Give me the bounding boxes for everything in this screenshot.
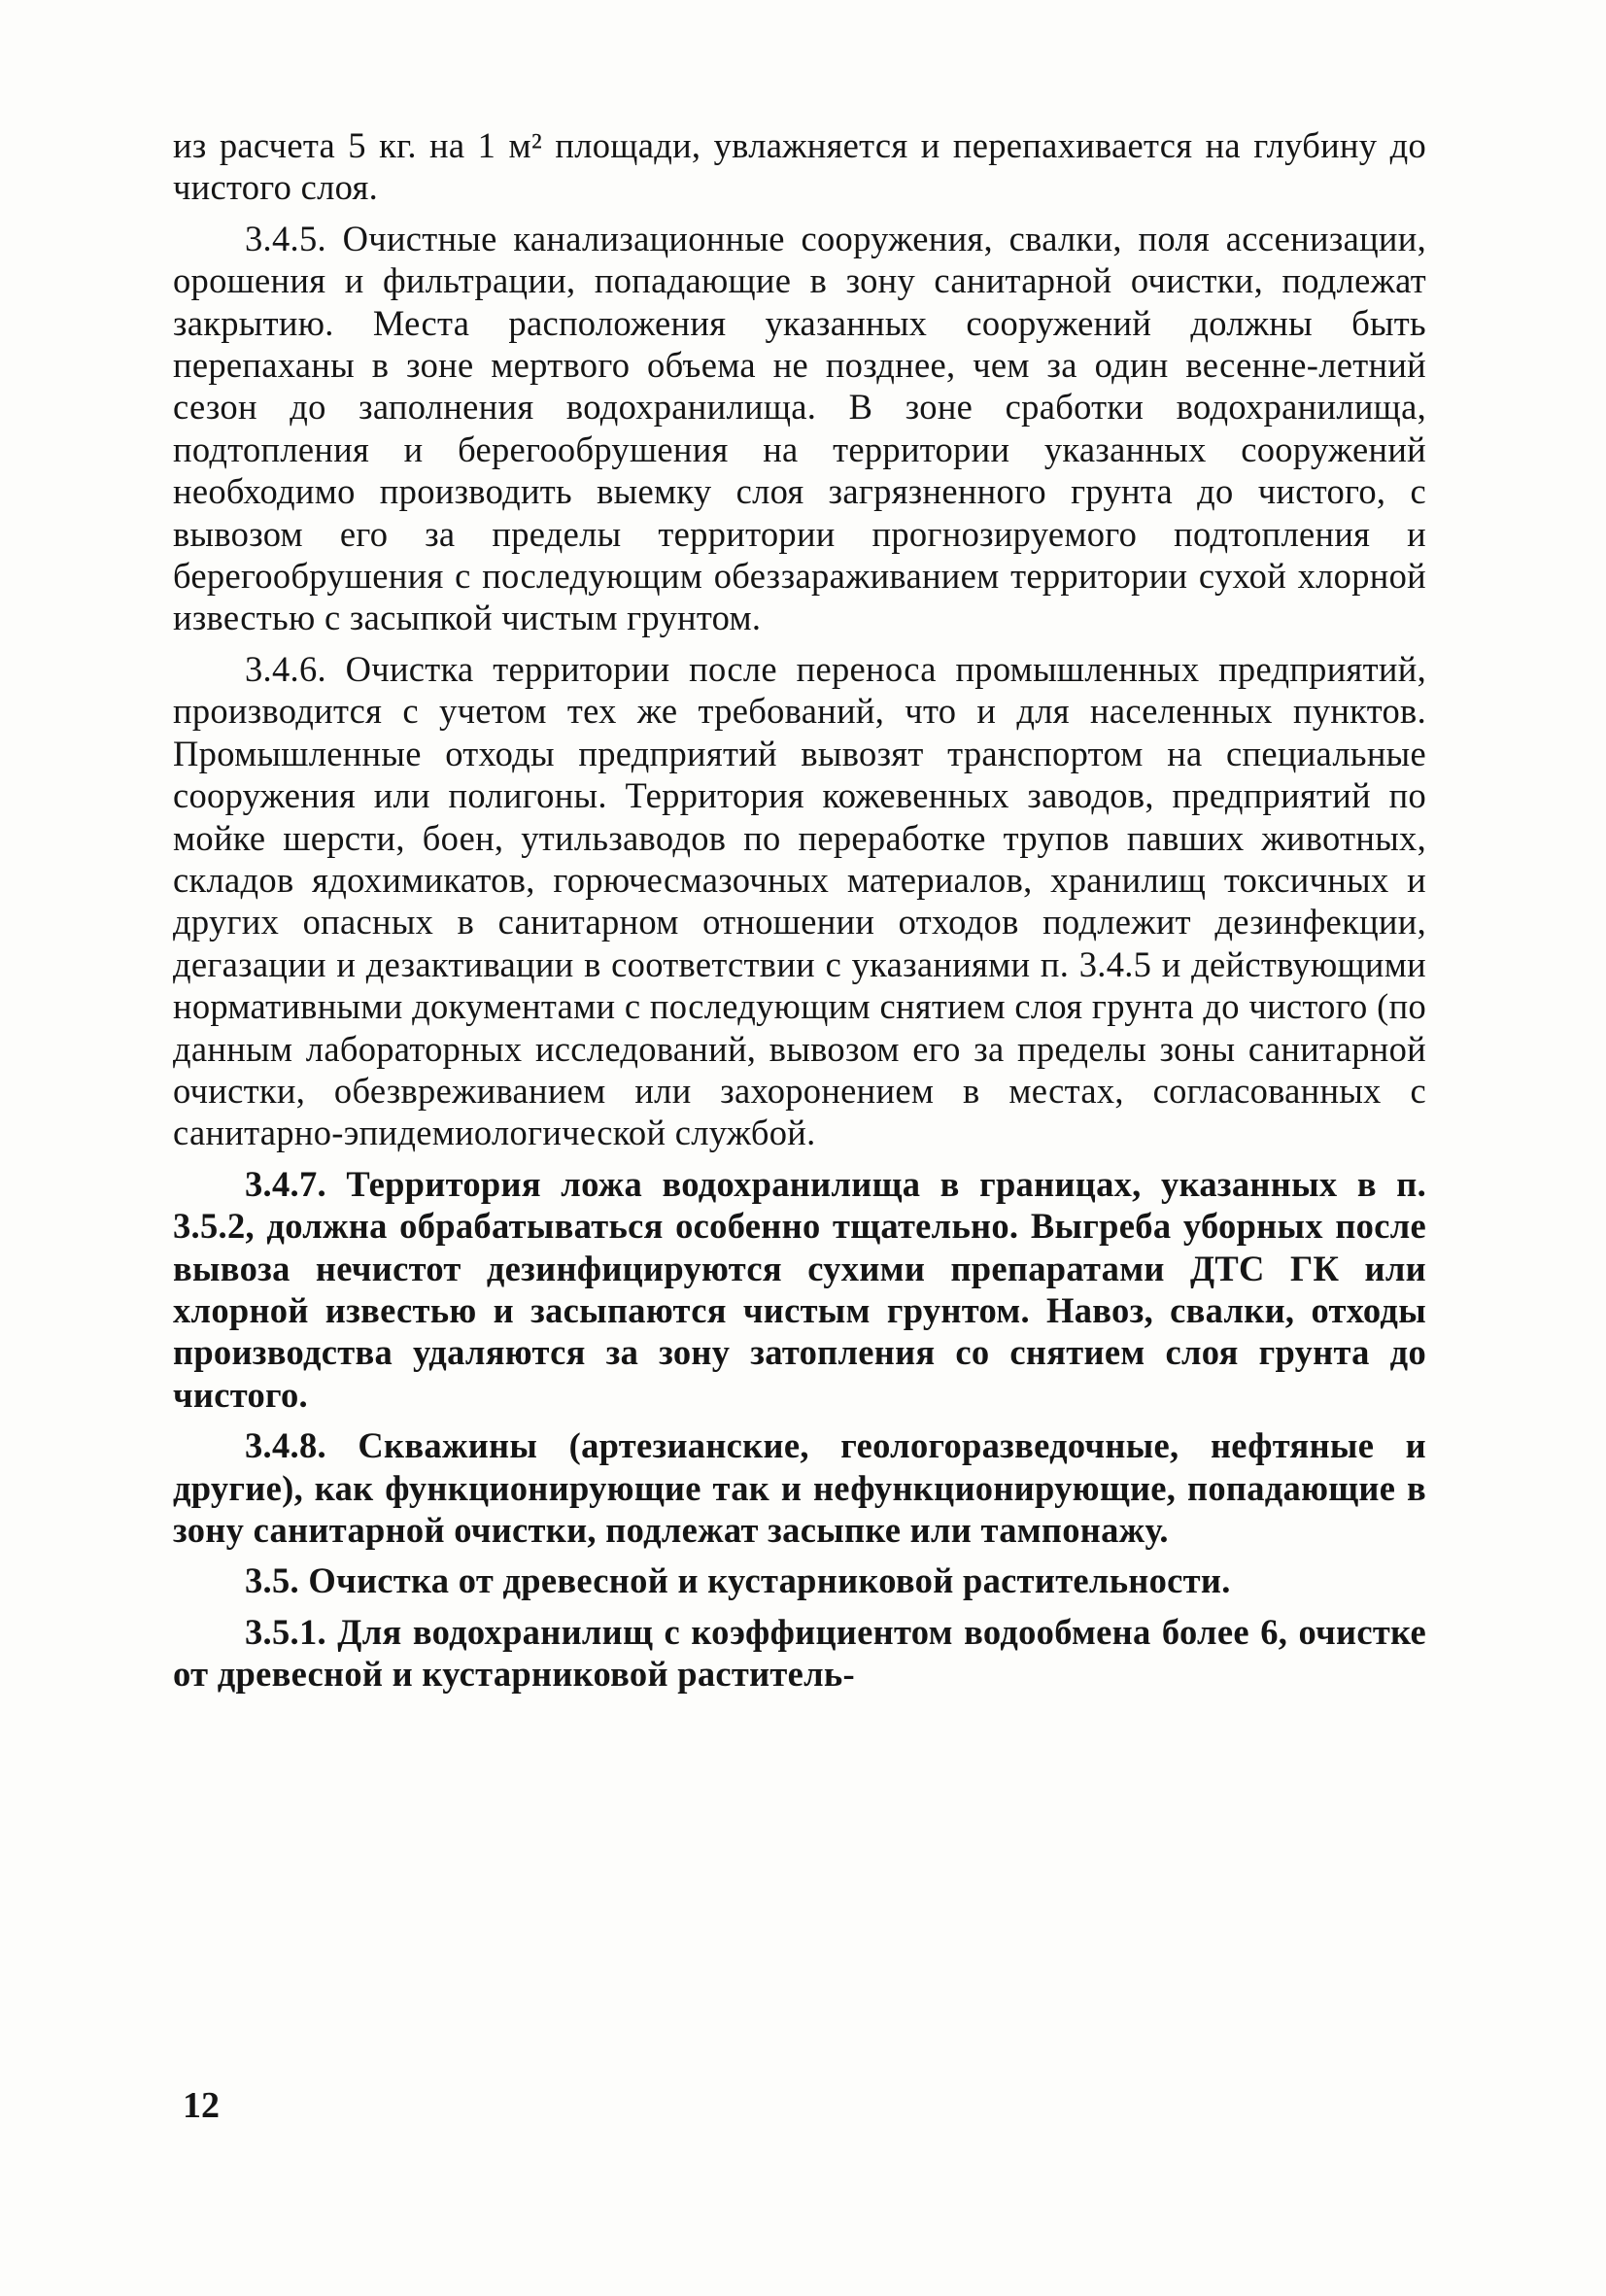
paragraph-3-4-8: 3.4.8. Скважины (артезианские, геологоразведочные, нефтяные и другие), как функционирующие так и нефункционирующие, попадающие в зону санитарной очистки, подлежат засыпке или тампонажу.	[173, 1425, 1426, 1550]
paragraph-3-4-7: 3.4.7. Территория ложа водохранилища в границах, указанных в п. 3.5.2, должна обрабатываться особенно тщательно. Выгреба уборных после вывоза нечистот дезинфицируются сухими препаратами ДТС ГК или хлорной известью и засыпаются чистым грунтом. Навоз, свалки, отходы производства удаляются за зону затопления со снятием слоя грунта до чистого.	[173, 1163, 1426, 1415]
paragraph-3-5-1: 3.5.1. Для водохранилищ с коэффициентом водообмена более 6, очистке от древесной и кустарниковой раститель-	[173, 1611, 1426, 1695]
paragraph-3-4-5: 3.4.5. Очистные канализационные сооружения, свалки, поля ассенизации, орошения и фильтрации, попадающие в зону санитарной очистки, подлежат закрытию. Места расположения указанных сооружений должны быть перепаханы в зоне мертвого объема не позднее, чем за один весенне-летний сезон до заполнения водохранилища. В зоне сработки водохранилища, подтопления и берегообрушения на территории указанных сооружений необходимо производить выемку слоя загрязненного грунта до чистого, с вывозом его за пределы территории прогнозируемого подтопления и берегообрушения с последующим обеззараживанием территории сухой хлорной известью с засыпкой чистым грунтом.	[173, 218, 1426, 638]
body-text	[173, 124, 1426, 1704]
paragraph-continuation: из расчета 5 кг. на 1 м² площади, увлажняется и перепахивается на глубину до чистого слоя.	[173, 125, 1426, 208]
paragraph-3-4-6: 3.4.6. Очистка территории после переноса промышленных предприятий, производится с учетом тех же требований, что и для населенных пунктов. Промышленные отходы предприятий вывозят транспортом на специальные сооружения или полигоны. Территория кожевенных заводов, предприятий по мойке шерсти, боен, утильзаводов по переработке трупов павших животных, складов ядохимикатов, горючесмазочных материалов, хранилищ токсичных и других опасных в санитарном отношении отходов подлежит дезинфекции, дегазации и дезактивации в соответствии с указаниями п. 3.4.5 и действующими нормативными документами с последующим снятием слоя грунта до чистого (по данным лабораторных исследований, вывозом его за пределы зоны санитарной очистки, обезвреживанием или захоронением в местах, согласованных с санитарно-эпидемиологической службой.	[173, 648, 1426, 1153]
section-heading-3-5: 3.5. Очистка от древесной и кустарниковой растительности.	[245, 1560, 1231, 1601]
page-number: 12	[183, 2085, 220, 2126]
